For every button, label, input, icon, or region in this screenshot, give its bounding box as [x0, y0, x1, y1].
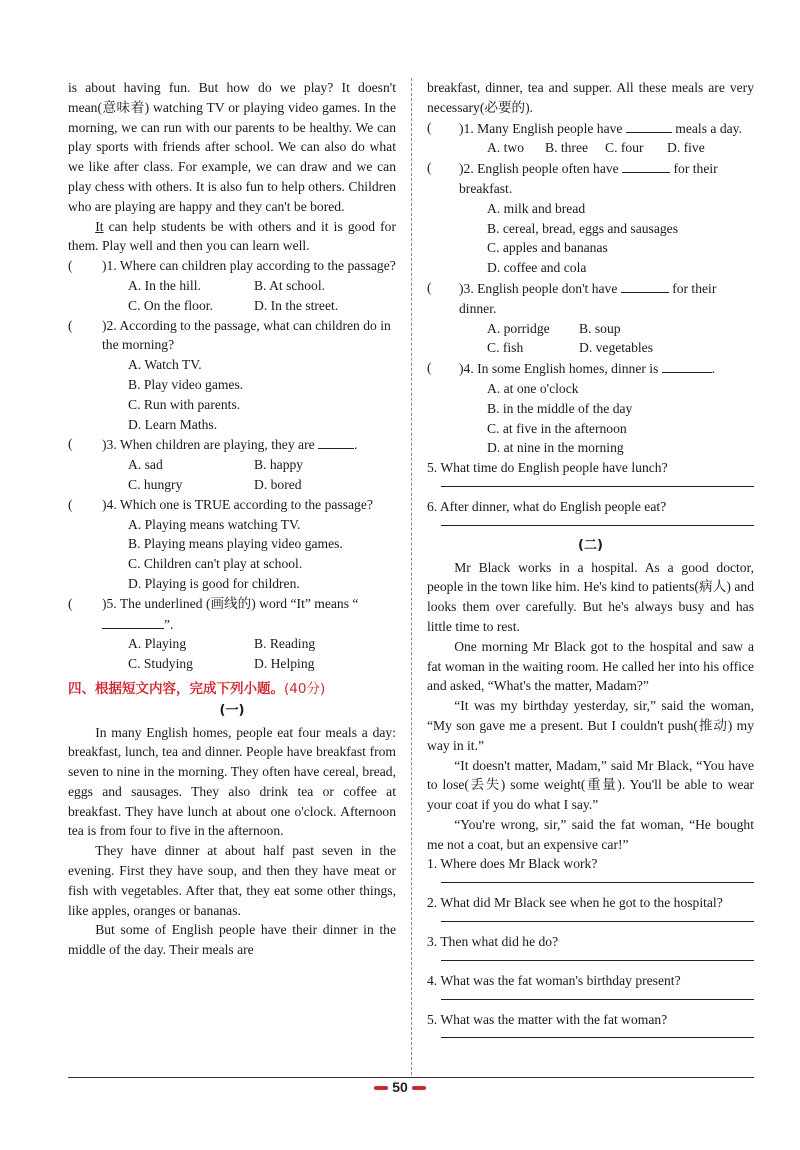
question-stem: )1. Where can children play according to the passage?: [102, 258, 396, 274]
left-column: [68, 78, 396, 960]
passage-1-paragraph-3: But some of English people have their dinner in the middle of the day. Their meals are: [68, 922, 396, 958]
question-stem: )2. According to the passage, what can children do in the morning?: [102, 317, 391, 353]
answer-bracket[interactable]: (: [427, 119, 432, 135]
passage-1-continuation: breakfast, dinner, tea and supper. All these meals are very necessary(必要的).: [427, 80, 754, 115]
question-stem: )1. Many English people have: [459, 120, 623, 136]
answer-bracket[interactable]: (: [68, 496, 73, 512]
answer-line[interactable]: [441, 525, 754, 526]
option-a[interactable]: A. milk and bread: [487, 200, 586, 216]
question-stem: )3. When children are playing, they are: [102, 437, 315, 453]
question-2-options: [68, 355, 396, 434]
passage-2-paragraph-3: “It was my birthday yesterday, sir,” said the woman, “My son gave me a present. But I couldn't push(推动) my way in it.”: [427, 698, 754, 753]
answer-bracket[interactable]: (: [68, 595, 73, 611]
answer-bracket[interactable]: (: [427, 360, 432, 376]
fill-blank[interactable]: [621, 278, 669, 293]
option-b[interactable]: B. happy: [254, 457, 304, 473]
option-c[interactable]: C. Studying: [128, 656, 193, 672]
passage-2-paragraph-5: “You're wrong, sir,” said the fat woman, “He bought me not a coat, but an expensive car!”: [427, 816, 754, 852]
question-stem: )2. English people often have: [459, 161, 619, 177]
question-stem: )3. English people don't have: [459, 280, 618, 296]
passage-1-question-2: ( )2. English people often have for their breakfast.: [427, 160, 718, 196]
passage-2-paragraph-1: Mr Black works in a hospital. As a good doctor, people in the town like him. He's kind to patients(病人) and looks them over carefully. But he's always busy and has little time to rest.: [427, 559, 754, 634]
section-score: (40分): [284, 680, 326, 697]
question-3-options: [68, 455, 396, 495]
option-b[interactable]: B. soup: [579, 320, 621, 336]
option-d[interactable]: D. coffee and cola: [487, 260, 587, 276]
option-d[interactable]: D. Helping: [254, 656, 315, 672]
page-number-value: 50: [392, 1079, 408, 1095]
option-c[interactable]: C. at five in the afternoon: [487, 420, 627, 436]
question-stem: )4. In some English homes, dinner is: [459, 361, 659, 377]
option-c[interactable]: C. Run with parents.: [128, 396, 241, 412]
option-d[interactable]: D. vegetables: [579, 340, 653, 356]
passage-1-question-1: ( )1. Many English people have meals a day.: [427, 119, 742, 136]
answer-bracket[interactable]: (: [427, 160, 432, 176]
answer-bracket[interactable]: (: [68, 258, 73, 274]
question-4-options: [68, 515, 396, 594]
passage-1-question-3-options: [427, 319, 754, 359]
fill-blank[interactable]: [662, 358, 712, 373]
column-divider: [411, 78, 412, 1075]
answer-bracket[interactable]: (: [427, 279, 432, 295]
passage-2-question-2: 2. What did Mr Black see when he got to the hospital?: [427, 895, 723, 911]
option-b[interactable]: B. three: [545, 140, 589, 156]
right-column: [427, 78, 754, 1048]
option-d[interactable]: D. In the street.: [254, 297, 339, 313]
question-5: ( )5. The underlined (画线的) word “It” means “”.: [68, 595, 359, 632]
passage-1-question-3: ( )3. English people don't have for their dinner.: [427, 279, 717, 316]
question-1-options: [68, 276, 396, 316]
option-d[interactable]: D. Learn Maths.: [128, 416, 218, 432]
option-d[interactable]: D. at nine in the morning: [487, 440, 624, 456]
page-number: [0, 1079, 800, 1095]
option-c[interactable]: C. Children can't play at school.: [128, 556, 303, 572]
answer-line[interactable]: [441, 960, 754, 961]
option-a[interactable]: A. two: [487, 140, 525, 156]
option-a[interactable]: A. Playing: [128, 636, 187, 652]
passage-1-paragraph-2: They have dinner at about half past seven in the evening. First they have soup, and then they have meat or fish with vegetables. After that, they eat some other things, like apples, oranges or bananas.: [68, 843, 396, 918]
fill-blank[interactable]: [626, 118, 672, 133]
option-a[interactable]: A. Playing means watching TV.: [128, 516, 301, 532]
answer-line[interactable]: [441, 486, 754, 487]
question-4: [68, 495, 396, 515]
option-b[interactable]: B. Play video games.: [128, 376, 244, 392]
option-b[interactable]: B. cereal, bread, eggs and sausages: [487, 220, 678, 236]
question-5-options: [68, 634, 396, 674]
option-c[interactable]: C. On the floor.: [128, 297, 213, 313]
answer-line[interactable]: [441, 999, 754, 1000]
option-a[interactable]: A. Watch TV.: [128, 357, 202, 373]
option-a[interactable]: A. sad: [128, 457, 163, 473]
question-2: [68, 316, 396, 356]
passage-1-question-5: 5. What time do English people have lunch?: [427, 460, 668, 476]
passage-1-question-2-options: [427, 199, 754, 278]
option-b[interactable]: B. Playing means playing video games.: [128, 536, 343, 552]
passage-2-paragraph-2: One morning Mr Black got to the hospital and saw a fat woman in the waiting room. He called her into his office and asked, “What's the matter, Madam?”: [427, 638, 754, 694]
option-a[interactable]: A. In the hill.: [128, 277, 201, 293]
passage-2-question-3: 3. Then what did he do?: [427, 934, 559, 950]
option-c[interactable]: C. fish: [487, 340, 524, 356]
question-1: [68, 256, 396, 276]
passage-1-question-4-options: [427, 379, 754, 458]
option-c[interactable]: C. apples and bananas: [487, 240, 608, 256]
option-a[interactable]: A. porridge: [487, 320, 550, 336]
answer-line[interactable]: [441, 921, 754, 922]
answer-line[interactable]: [441, 1037, 754, 1038]
passage-2-question-5: 5. What was the matter with the fat woman?: [427, 1011, 668, 1027]
option-d[interactable]: D. bored: [254, 476, 302, 492]
question-3: ( )3. When children are playing, they are .: [68, 436, 358, 453]
option-b[interactable]: B. in the middle of the day: [487, 400, 633, 416]
passage-2-question-1: 1. Where does Mr Black work?: [427, 856, 598, 872]
dash-decoration: [412, 1086, 426, 1090]
option-b[interactable]: B. At school.: [254, 277, 325, 293]
question-stem: )4. Which one is TRUE according to the passage?: [102, 496, 373, 512]
dash-decoration: [374, 1086, 388, 1090]
option-c[interactable]: C. four: [605, 140, 644, 156]
underlined-word: It: [95, 218, 104, 234]
option-a[interactable]: A. at one o'clock: [487, 380, 579, 396]
section-4-title: 四、根据短文内容，完成下列小题。(40分): [68, 680, 326, 697]
fill-blank[interactable]: [318, 434, 354, 449]
answer-line[interactable]: [441, 882, 754, 883]
passage-2-title: (二): [578, 537, 603, 553]
option-c[interactable]: C. hungry: [128, 476, 183, 492]
question-stem: )5. The underlined (画线的) word “It” means “: [102, 595, 359, 611]
passage-1-question-1-options: [427, 138, 754, 158]
paragraph-2: It can help students be with others and it is good for them. Play well and then you can learn well.: [68, 218, 396, 254]
answer-bracket[interactable]: (: [68, 317, 73, 333]
passage-1-title: (一): [219, 702, 245, 718]
fill-blank[interactable]: [622, 158, 670, 173]
passage-2-paragraph-4: “It doesn't matter, Madam,” said Mr Black, “You have to lose(丢失) some weight(重量). You'll be able to wear your coat if you do what I say.”: [427, 757, 754, 813]
intro-paragraph: is about having fun. But how do we play? It doesn't mean(意味着) watching TV or playing video games. In the morning, we can run with our parents to be healthy. We can play sports with friends after school. We can also do what we like after class. For example, we can draw and we can play chess with others. It is also fun to help others. Children who are playing are happy and they can't be bored.: [68, 80, 396, 214]
passage-1-paragraph-1: In many English homes, people eat four meals a day: breakfast, lunch, tea and dinner. People have breakfast from seven to nine in the morning. They often have cereal, bread, eggs and sausages. They also drink tea or coffee at breakfast. They have lunch at about one o'clock. Afternoon tea is from four to five in the afternoon.: [68, 724, 396, 839]
passage-2-question-4: 4. What was the fat woman's birthday present?: [427, 972, 681, 988]
passage-1-question-6: 6. After dinner, what do English people eat?: [427, 498, 667, 514]
fill-blank[interactable]: [102, 614, 164, 629]
option-b[interactable]: B. Reading: [254, 636, 316, 652]
footer-rule: [68, 1077, 754, 1078]
answer-bracket[interactable]: (: [68, 436, 73, 452]
passage-1-question-4: ( )4. In some English homes, dinner is .: [427, 360, 716, 377]
option-d[interactable]: D. five: [667, 140, 705, 156]
option-d[interactable]: D. Playing is good for children.: [128, 575, 300, 591]
